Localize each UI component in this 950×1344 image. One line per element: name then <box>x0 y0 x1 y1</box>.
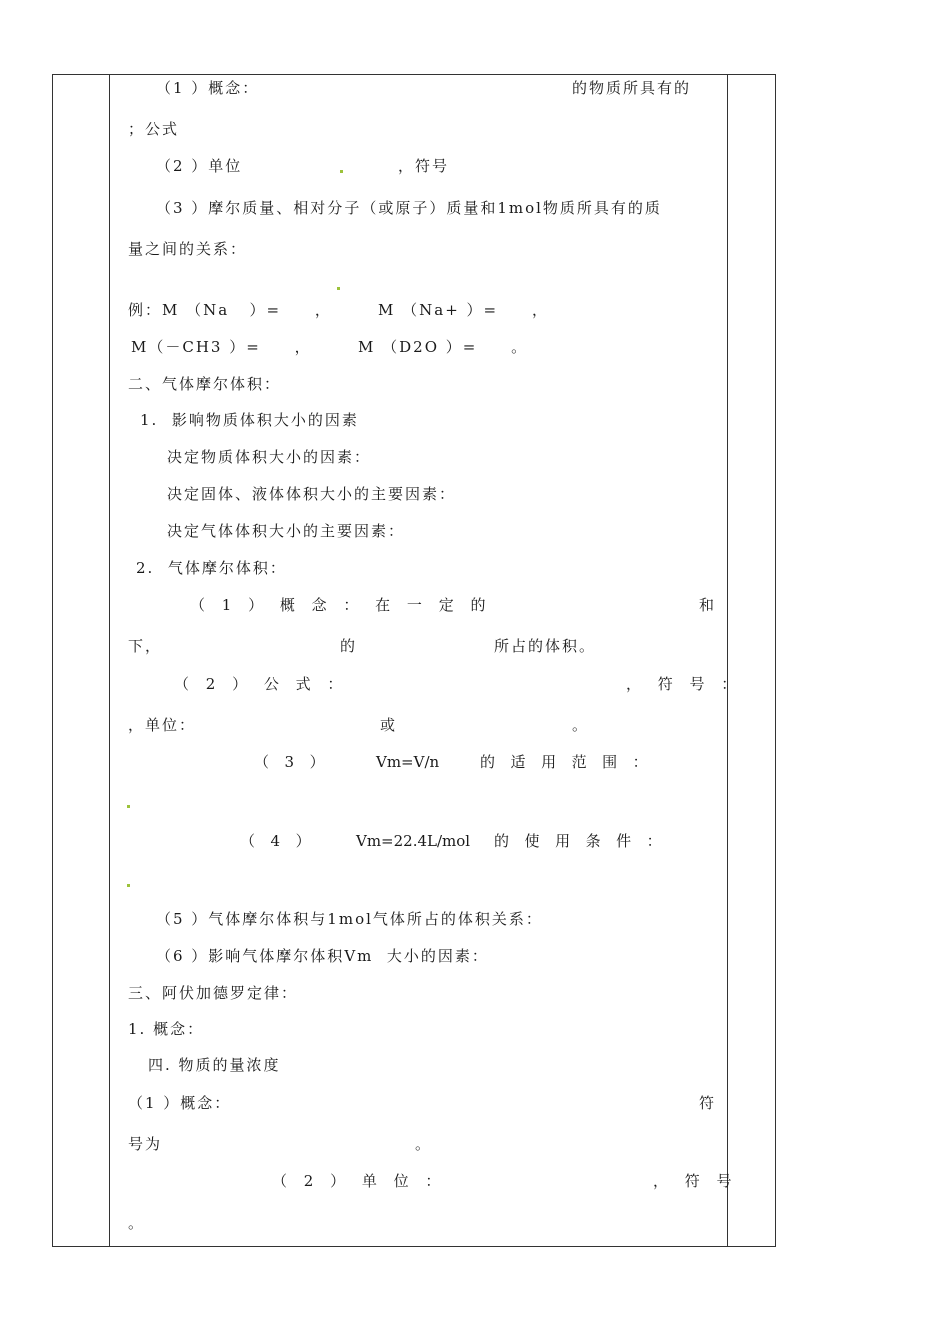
concept-line-1: （1 ）概念： <box>156 79 260 97</box>
mark-dot <box>127 884 130 887</box>
concentration-concept: （1 ）概念： <box>128 1094 232 1112</box>
concentration-symbol-line: 号为 <box>128 1135 163 1153</box>
gas-concept-and: 和 <box>699 596 717 614</box>
mark-dot <box>127 805 130 808</box>
mark-dot <box>340 170 343 173</box>
vm-condition-label: 的 使 用 条 件 ： <box>494 832 664 850</box>
concept-line-1-end: 的物质所具有的 <box>572 79 692 97</box>
example-d2o: M （D2O ）= 。 <box>358 338 529 356</box>
section-heading-3: 三、阿伏加德罗定律： <box>128 984 299 1002</box>
concentration-unit-line: （ 2 ） 单 位 ： <box>272 1172 447 1190</box>
item-2-heading: 2. 气体摩尔体积： <box>136 559 287 577</box>
vm-scope-formula: Vm=V/n <box>376 753 440 771</box>
concentration-unit-symbol: ， 符 号 <box>653 1172 738 1190</box>
gas-concept-under: 下， <box>128 637 163 655</box>
factor-line-1: 决定物质体积大小的因素： <box>167 448 372 466</box>
mark-dot <box>337 287 340 290</box>
avogadro-concept: 1. 概念： <box>128 1020 205 1038</box>
gas-symbol-label: ， 符 号 ： <box>626 675 743 693</box>
example-na-plus: M （Na+ ）= ， <box>378 301 549 319</box>
formula-line: ；公式 <box>128 120 180 138</box>
gas-unit-or: 或 <box>380 716 398 734</box>
concentration-symbol-end: 。 <box>415 1135 433 1153</box>
example-na: 例：M （Na ）= ， <box>128 301 332 319</box>
section-heading-2: 二、气体摩尔体积： <box>128 375 282 393</box>
gas-unit-end: 。 <box>572 716 590 734</box>
item-1-heading: 1. 影响物质体积大小的因素 <box>140 411 359 429</box>
factor-line-3: 决定气体体积大小的主要因素： <box>167 522 406 540</box>
gas-concept-line: （ 1 ） 概 念 ： 在 一 定 的 <box>190 596 492 614</box>
gas-unit-line: ，单位： <box>128 716 197 734</box>
concentration-end: 。 <box>128 1214 146 1232</box>
vm-scope-label: 的 适 用 范 围 ： <box>480 753 650 771</box>
vm-factor-line: （6 ）影响气体摩尔体积Vm 大小的因素： <box>156 947 489 965</box>
gas-concept-end: 所占的体积。 <box>494 637 597 655</box>
example-ch3: M（－CH3 ）= ， <box>131 338 312 356</box>
vm-scope-index: （ 3 ） <box>254 753 327 771</box>
vm-condition-formula: Vm=22.4L/mol <box>356 832 471 850</box>
vm-condition-index: （ 4 ） <box>240 832 313 850</box>
unit-line: （2 ）单位 <box>156 157 243 175</box>
concentration-symbol-start: 符 <box>699 1094 717 1112</box>
gas-concept-of: 的 <box>340 637 358 655</box>
gas-formula-line: （ 2 ） 公 式 ： <box>174 675 349 693</box>
relation-line-2: 量之间的关系： <box>128 240 248 258</box>
section-heading-4: 四. 物质的量浓度 <box>148 1056 281 1074</box>
factor-line-2: 决定固体、液体体积大小的主要因素： <box>167 485 457 503</box>
column-divider <box>727 75 728 1246</box>
vm-relation-line: （5 ）气体摩尔体积与1mol气体所占的体积关系： <box>156 910 543 928</box>
relation-line: （3 ）摩尔质量、相对分子（或原子）质量和1mol物质所具有的质 <box>156 199 662 217</box>
column-divider <box>109 75 110 1246</box>
symbol-label: ，符号 <box>398 157 450 175</box>
